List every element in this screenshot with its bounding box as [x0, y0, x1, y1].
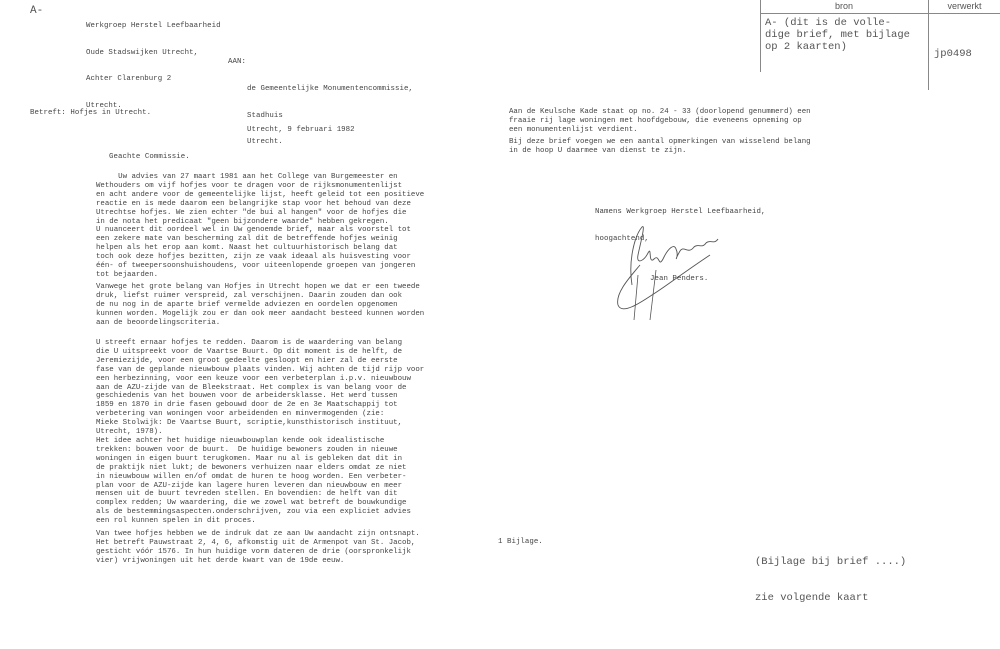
- text-line: een herbezinning, voor een keuze voor een verbeterplan i.p.v. nieuwbouw: [96, 374, 411, 383]
- body-paragraph: [96, 173, 466, 280]
- body-paragraph: [96, 283, 466, 328]
- recipient-address: [247, 67, 413, 156]
- text-line: een monumentenlijst verdient.: [509, 125, 638, 134]
- text-line: verbetering van woningen voor arbeidenden en minvermogenden (zie:: [96, 410, 385, 419]
- text-line: de nu nog in de aparte brief vermelde adviezen en oordelen opgenomen: [96, 300, 398, 309]
- text-line: toch ook deze hofjes bezitten, zijn ze vaak ideaal als huisvesting voor: [96, 253, 411, 262]
- text-line: complex redden; Uw waardering, die we zowel wat betreft de bouwkundige: [96, 499, 407, 508]
- text-line: Mieke Stolwijk: De Vaartse Buurt, scriptie,kunsthistorisch instituut,: [96, 419, 403, 428]
- text-line: Uw advies van 27 maart 1981 aan het College van Burgemeester en: [96, 173, 398, 181]
- recipient-line: de Gemeentelijke Monumentencommissie,: [247, 84, 413, 93]
- archive-reference-table: [760, 0, 1000, 90]
- text-line: kunnen worden. Mogelijk zou er dan ook meer aandacht besteed kunnen worden: [96, 309, 425, 318]
- recipient-line: Utrecht.: [247, 138, 283, 147]
- text-line: Het idee achter het huidige nieuwbouwplan kende ook idealistische: [96, 436, 385, 445]
- handwritten-signature: [610, 215, 750, 320]
- recipient-label: AAN:: [228, 58, 246, 66]
- body-paragraph: [509, 108, 879, 135]
- text-line: woningen in eigen buurt terugkomen. Maar nu al is gebleken dat dit in: [96, 454, 403, 463]
- text-line: aan de AZU-zijde van de Bleekstraat. Het complex is van belang voor de: [96, 383, 407, 392]
- text-line: Utrechtse hofjes. We zien echter "de bui al hangen" voor de hofjes die: [96, 208, 407, 217]
- text-line: die U uitspreekt voor de Vaartse Buurt. Op dit moment is de helft, de: [96, 347, 403, 356]
- bijlage-line: (Bijlage bij brief ....): [755, 556, 907, 568]
- column-header-processed: verwerkt: [947, 1, 982, 11]
- body-paragraph: [96, 339, 466, 526]
- text-line: reactie en is mede daarom een belangrijke stap voor het behoud van deze: [96, 199, 411, 208]
- closing-line: hoogachtend,: [595, 234, 649, 243]
- text-line: trekken: bouwen voor de buurt. De huidige bewoners zouden in nieuwe: [96, 445, 398, 454]
- text-line: aan de beoordelingscriteria.: [96, 318, 221, 327]
- text-line: Bij deze brief voegen we een aantal opmerkingen van wisselend belang: [509, 138, 811, 146]
- salutation: Geachte Commissie.: [109, 153, 190, 161]
- body-paragraph: [509, 138, 879, 156]
- text-line: in nieuwbouw willen en/of omdat de huren te hoog worden. Een verbeter-: [96, 472, 407, 481]
- subject-line: Betreft: Hofjes in Utrecht.: [30, 109, 152, 117]
- text-line: U streeft ernaar hofjes te redden. Daarom is de waardering van belang: [96, 339, 403, 347]
- recipient-line: Stadhuis: [247, 111, 283, 120]
- date-line: Utrecht, 9 februari 1982: [247, 126, 355, 134]
- text-line: geschiedenis van het bouwen voor de arbeidersklasse. Het werd tussen: [96, 392, 398, 401]
- text-line: in de hoop U daarmee van dienst te zijn.: [509, 146, 687, 155]
- table-divider: [928, 0, 929, 90]
- table-divider: [760, 13, 1000, 14]
- text-line: een zekere mate van bescherming zal dit de betreffende hofjes weinig: [96, 235, 398, 244]
- text-line: 1859 en 1870 in drie fasen gebouwd door de 2e en 3e Maatschappij tot: [96, 401, 398, 410]
- text-line: de praktijk niet lukt; de bewoners verhuizen naar elders omdat ze niet: [96, 463, 407, 472]
- corner-mark: A-: [30, 5, 44, 17]
- text-line: één- of tweepersoonshuishoudens, voor uiteenlopende groepen van jongeren: [96, 262, 416, 271]
- column-header-source: bron: [834, 1, 853, 11]
- text-line: tot bejaarden.: [96, 270, 159, 279]
- text-line: en acht andere voor de gemeentelijke lijst, heeft geleid tot een positieve: [96, 190, 425, 199]
- signatory-name: Jean Penders.: [650, 275, 709, 283]
- text-line: plan voor de AZU-zijde kan lagere huren leveren dan nieuwbouw en meer: [96, 481, 403, 490]
- sender-line: Achter Clarenburg 2: [86, 75, 172, 84]
- text-line: Wethouders om vijf hofjes voor te dragen voor de rijksmonumentenlijst: [96, 181, 403, 190]
- source-note: A- (dit is de volle- dige brief, met bijlage op 2 kaarten): [765, 17, 910, 53]
- text-line: Het betreft Pauwstraat 2, 4, 6, afkomstig uit de Armenpot van St. Jacob,: [96, 538, 416, 547]
- bijlage-line: zie volgende kaart: [755, 592, 869, 604]
- sender-line: Oude Stadswijken Utrecht,: [86, 48, 199, 57]
- processed-id: jp0498: [934, 48, 972, 60]
- text-line: fraaie rij lage woningen met hoofdgebouw, die eveneens opneming op: [509, 116, 802, 125]
- text-line: Aan de Keulsche Kade staat op no. 24 - 33 (doorlopend genummerd) een: [509, 108, 811, 116]
- text-line: een rol kunnen spelen in dit proces.: [96, 517, 256, 526]
- sender-address: [86, 4, 221, 120]
- text-line: vier) vrijwoningen uit het derde kwart van de 19de eeuw.: [96, 556, 345, 565]
- text-line: in de nota het predicaat "geen bijzondere waarde" hebben gekregen.: [96, 217, 389, 226]
- enclosure-note: 1 Bijlage.: [498, 538, 543, 546]
- text-line: Jeremiezijde, voor een groot gedeelte gesloopt en hier zal de eerste: [96, 356, 398, 365]
- text-line: Vanwege het grote belang van Hofjes in Utrecht hopen we dat er een tweede: [96, 283, 420, 291]
- text-line: als de bestemmingsaspecten.onderschrijven, zou via een expliciet advies: [96, 508, 411, 517]
- text-line: druk, liefst ruimer verspreid, zal verschijnen. Daarin zouden dan ook: [96, 291, 403, 300]
- text-line: helpen als het erop aan komt. Naast het cultuurhistorisch belang dat: [96, 244, 398, 253]
- text-line: U nuanceert dit oordeel wel in Uw genoemde brief, maar als voorstel tot: [96, 226, 411, 235]
- bijlage-reference: [755, 532, 906, 616]
- text-line: Van twee hofjes hebben we de indruk dat ze aan Uw aandacht zijn ontsnapt.: [96, 530, 420, 538]
- text-line: mensen uit de buurt tevreden stellen. En bovendien: de helft van dit: [96, 490, 398, 499]
- text-line: fase van de geplande nieuwbouw plaats vinden. Wij achten de tijd rijp voor: [96, 365, 425, 374]
- sender-line: Utrecht.: [86, 101, 122, 110]
- closing-line: Namens Werkgroep Herstel Leefbaarheid,: [595, 207, 766, 216]
- body-paragraph: [96, 530, 466, 566]
- text-line: Utrecht, 1978).: [96, 428, 163, 437]
- sender-line: Werkgroep Herstel Leefbaarheid: [86, 21, 221, 30]
- text-line: gesticht vóór 1576. In hun huidige vorm dateren de drie (oorspronkelijk: [96, 547, 411, 556]
